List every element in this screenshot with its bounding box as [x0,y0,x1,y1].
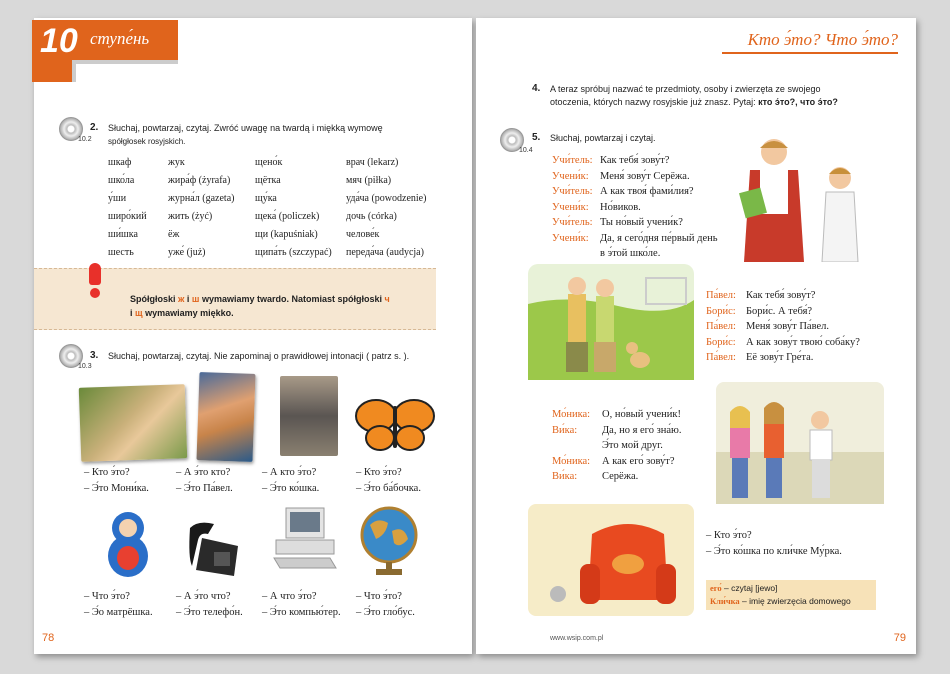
exercise-instruction: Słuchaj, powtarzaj, czytaj. Zwróć uwagę na twardą i miękką wymowę spółgłosek rosyjskich. [108,123,383,146]
illustration-boys-dog [528,264,694,380]
dialogue-pavel-boris: Па́вел: Как тебя́ зову́т? Бори́с: Бори́с. А тебя́? Па́вел: Меня́ зову́т Па́вел. Бори́с: А как зову́т твою́ соба́ку? Па́вел: Её зову́т Гре́та. [706,290,860,363]
word: переда́ча (audycja) [346,247,424,258]
exercise-instruction: Słuchaj, powtarzaj i czytaj. [550,133,656,143]
cd-track: 10.4 [519,147,533,154]
note-text: Spółgłoski ж i ш wymawiamy twardo. Natomiast spółgłoski ч i щ wymawiamy miękko. [130,294,390,318]
word: щу́ка [255,193,277,204]
telephone-image [184,518,246,578]
caption: – Кто э́то? – Э́то ба́бочка. [356,467,421,494]
unit-number: 10 [40,22,78,60]
word: уда́ча (powodzenie) [346,193,427,204]
page-number: 78 [42,632,55,644]
illustration-cat-armchair [528,504,694,616]
word: шко́ла [108,175,135,186]
word: у́ши [108,193,127,204]
publisher-url[interactable]: www.wsip.com.pl [550,635,604,642]
word: мяч (piłka) [346,175,392,186]
word: жить (żyć) [168,211,213,222]
photo-girl [79,384,188,462]
cd-track: 10.2 [78,136,92,143]
word: щено́к [255,157,283,168]
exercise-number: 2. [90,122,99,133]
word: щека́ (policzek) [255,211,320,222]
exclamation-icon [86,263,104,299]
unit-badge [32,20,178,82]
caption: – А что э́то? – Э́то компью́тер. [262,591,341,618]
word: щипа́ть (szczypać) [255,247,332,258]
word: широ́кий [108,211,147,222]
dialogue-monika-vika: Мо́ника: О, но́вый учени́к! Ви́ка: Да, но я его́ зна́ю. Э́то мой друг. Мо́ника: А как его́ зову́т? Ви́ка: Серёжа. [552,409,682,482]
vocabulary-note: его́ – czytaj [jewo] Кли́чка – imię zwierzęcia domowego [706,580,876,610]
word: дочь (córka) [346,211,397,222]
word: шесть [108,247,134,258]
word: врач (lekarz) [346,157,399,168]
page-title: Кто э́то? Что э́то? [722,30,898,54]
word: журна́л (gazeta) [168,193,235,204]
word: жук [168,157,185,168]
cd-track: 10.3 [78,363,92,370]
caption: – Что э́то? – Э́о матрёшка. [84,591,153,618]
exercise-instruction: Słuchaj, powtarzaj, czytaj. Nie zapominaj o prawidłowej intonacji ( patrz s. ). [108,351,410,361]
word: щётка [255,175,281,186]
word: жира́ф (żyrafa) [168,175,231,186]
caption: – Что э́то? – Э́то гло́бус. [356,591,415,618]
caption: – Кто э́то? – Э́то Мони́ка. [84,467,149,494]
dialogue-cat: – Кто э́то? – Э́то ко́шка по кли́чке Му́рка. [706,530,842,557]
page-number: 79 [893,632,906,644]
exercise-number: 4. [532,83,541,94]
dialogue-teacher-student: Учи́тель: Как тебя́ зову́т? Учени́к: Меня́ зову́т Серёжа. Учи́тель: А как твоя́ фами́лия? Учени́к: Но́виков. Учи́тель: Ты но́вый учени́к? Учени́к: Да, я сего́дня пе́рвый день в э́той шко́ле. [552,155,718,259]
word: ши́шка [108,229,138,240]
photo-cat [280,376,338,456]
word: уже́ (już) [168,247,206,258]
illustration-teacher-student [734,134,864,262]
right-page [476,18,916,654]
caption: – А кто э́то? – Э́то ко́шка. [262,467,320,494]
photo-boy [196,372,255,462]
illustration-girls-boy [716,382,884,504]
exercise-number: 3. [90,350,99,361]
word: щи (kapuśniak) [255,229,318,240]
matryoshka-image [106,508,150,578]
exercise-instruction: A teraz spróbuj nazwać te przedmioty, osoby i zwierzęta ze swojego otoczenia, których nazwy rosyjskie już znasz. Pytaj: кто э́то?, что э́то? [550,84,838,107]
unit-label: ступе́нь [90,29,150,48]
globe-image [356,505,422,579]
word: шкаф [108,157,132,168]
word: челове́к [346,229,380,240]
caption: – А э́то что? – Э́то телефо́н. [176,591,243,618]
caption: – А э́то кто? – Э́то Па́вел. [176,467,233,494]
computer-image [272,506,338,572]
exercise-number: 5. [532,132,541,143]
left-page [34,18,472,654]
word: ёж [168,229,180,240]
grammar-note [34,268,436,330]
butterfly-image [354,398,436,454]
